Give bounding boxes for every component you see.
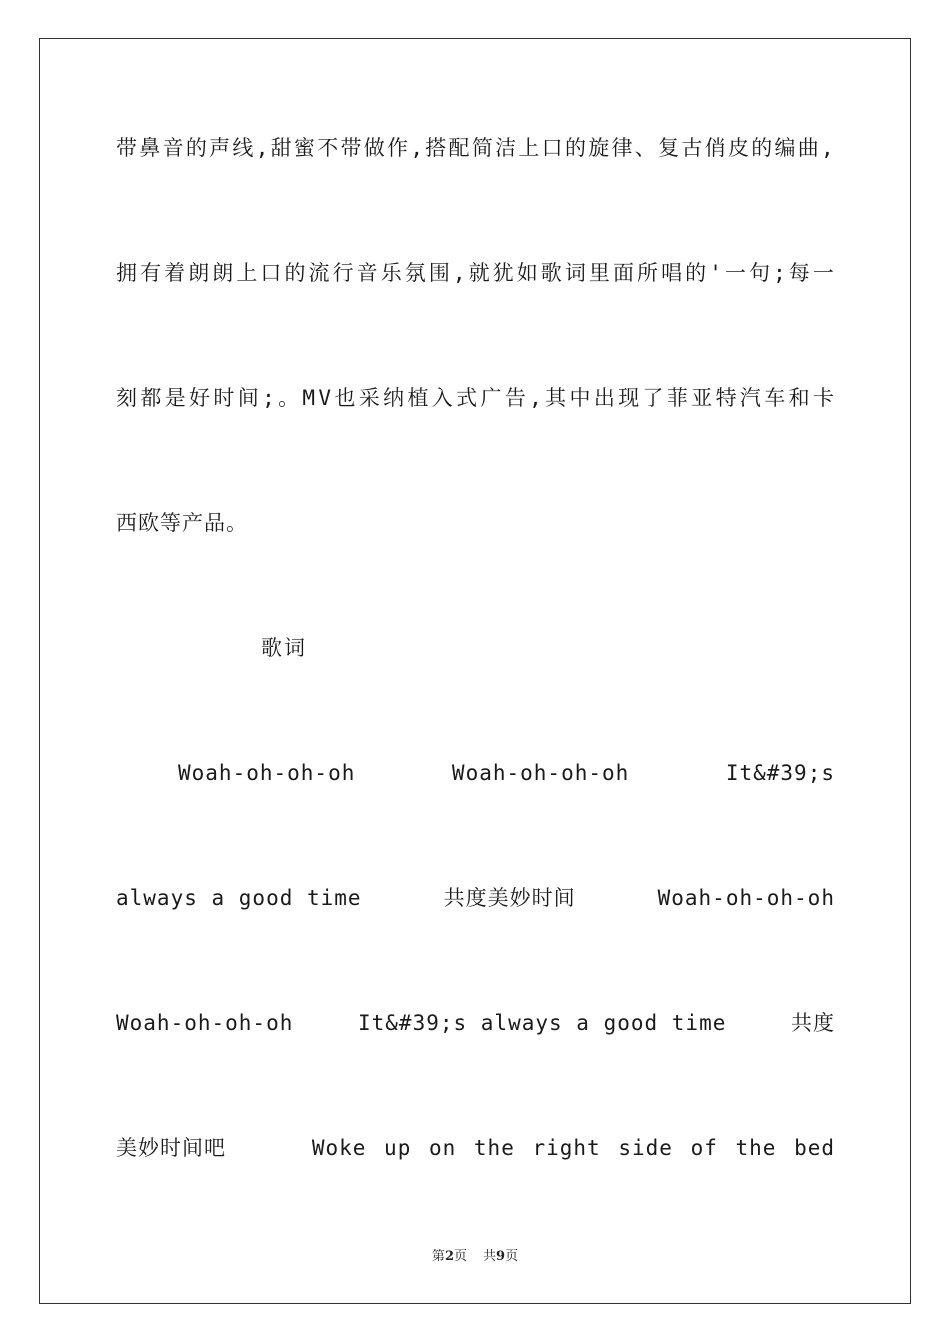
lyric-segment: Woah-oh-oh-oh (116, 1011, 294, 1035)
lyric-line-3 (116, 1009, 835, 1037)
lyric-segment: It&#39;s (725, 761, 835, 785)
lyric-segment: 共度 (791, 1011, 835, 1035)
total-pages: 9 (496, 1249, 506, 1264)
page-number: 2 (444, 1249, 454, 1264)
lyric-segment: 共度美妙时间 (443, 886, 576, 910)
page-frame (39, 38, 911, 1304)
lyric-line-2 (116, 884, 835, 912)
lyric-segment: always a good time (116, 886, 362, 910)
lyric-line-1 (116, 759, 835, 787)
lyric-segment: Woah-oh-oh-oh (178, 761, 356, 785)
page-label-suffix: 页 (453, 1249, 467, 1264)
lyric-segment: Woke up on the right side of the bed (311, 1136, 835, 1160)
lyric-segment: 美妙时间吧 (116, 1136, 226, 1160)
total-label-prefix: 共 (483, 1249, 497, 1264)
lyrics-heading: 歌词 (261, 636, 307, 660)
paragraph-line-2: 拥 有 着 朗 朗 上 口 的 流 行 音 乐 氛 围 , 就 犹 如 歌 词 里 面 所 唱 的 ' 一 句 ; 每 一 (116, 261, 835, 285)
page-footer (0, 1248, 950, 1266)
lyric-segment: Woah-oh-oh-oh (451, 761, 630, 785)
paragraph-line-3: 刻 都 是 好 时 间 ; 。 M V 也 采 纳 植 入 式 广 告 , 其 中 出 现 了 菲 亚 特 汽 车 和 卡 (116, 386, 835, 410)
lyric-line-4 (116, 1134, 835, 1162)
paragraph-line-4: 西欧等产品。 (116, 511, 248, 535)
lyric-segment: Woah-oh-oh-oh (657, 886, 835, 910)
paragraph-line-1: 带 鼻 音 的 声 线 , 甜 蜜 不 带 做 作 , 搭 配 简 洁 上 口 的 旋 律 、 复 古 俏 皮 的 编 曲 , (116, 136, 835, 160)
total-label-suffix: 页 (505, 1249, 519, 1264)
page-label-prefix: 第 (431, 1249, 445, 1264)
lyric-segment: It&#39;s always a good time (358, 1011, 727, 1035)
